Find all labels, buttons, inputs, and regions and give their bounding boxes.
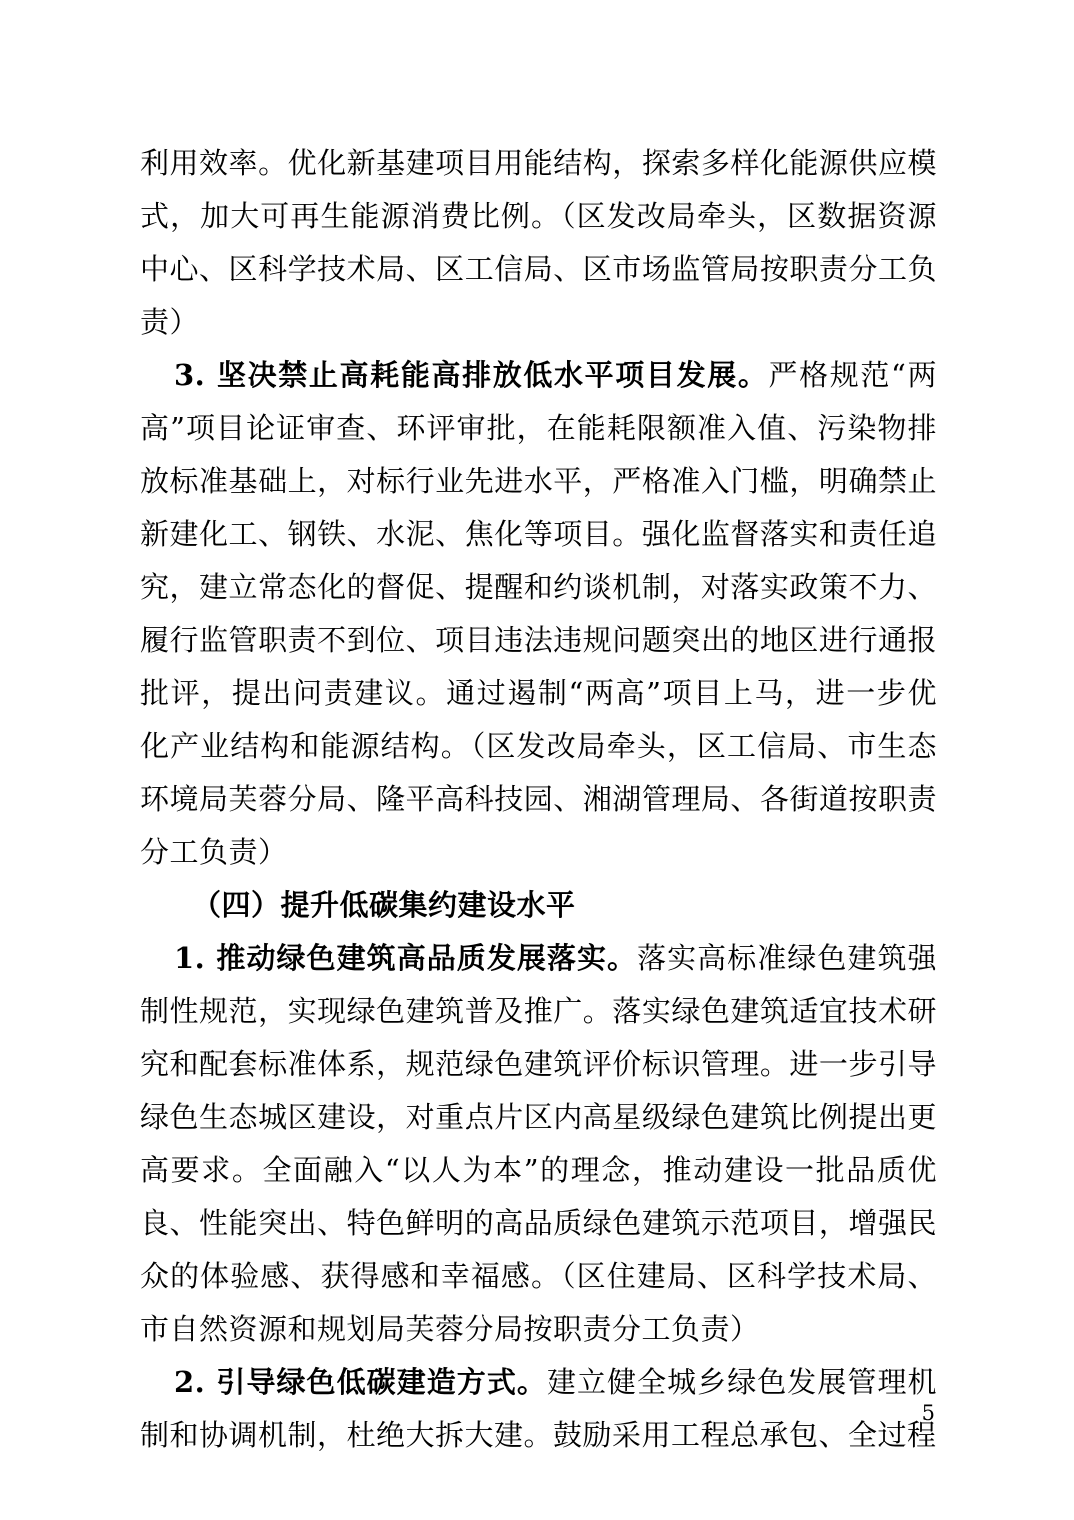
paragraph-text: 落实高标准绿色建筑强制性规范，实现绿色建筑普及推广。落实绿色建筑适宜技术研究和配套标准体系，规范绿色建筑评价标识管理。进一步引导绿色生态城区建设，对重点片区内高星级绿色建筑比例提出更高要求。全面融入“以人为本”的理念，推动建设一批品质优良、性能突出、特色鲜明的高品质绿色建筑示范项目，增强民众的体验感、获得感和幸福感。（区住建局、区科学技术局、市自然资源和规划局芙蓉分局按职责分工负责） xyxy=(140,941,937,1346)
paragraph-text: 严格规范“两高”项目论证审查、环评审批，在能耗限额准入值、污染物排放标准基础上，对标行业先进水平，严格准入门槛，明确禁止新建化工、钢铁、水泥、焦化等项目。强化监督落实和责任追究，建立常态化的督促、提醒和约谈机制，对落实政策不力、履行监管职责不到位、项目违法违规问题突出的地区进行通报批评，提出问责建议。通过遏制“两高”项目上马，进一步优化产业结构和能源结构。（区发改局牵头，区工信局、市生态环境局芙蓉分局、隆平高科技园、湘湖管理局、各街道按职责分工负责） xyxy=(140,358,937,869)
section-heading-text: （四）提升低碳集约建设水平 xyxy=(192,888,576,922)
paragraph-lead: 1. 推动绿色建筑高品质发展落实。 xyxy=(174,941,638,975)
paragraph-text: 建立健全城乡绿色发展管理机制和协调机制，杜绝大拆大建。鼓励采用工程总承包、全过程 xyxy=(140,1365,937,1452)
paragraph-continuation xyxy=(140,137,937,349)
document-body xyxy=(140,137,937,1462)
paragraph-item-1 xyxy=(140,932,937,1356)
paragraph-item-2 xyxy=(140,1356,937,1462)
section-heading-4 xyxy=(140,879,937,932)
page-number: 5 xyxy=(921,1401,935,1425)
paragraph-lead: 3. 坚决禁止高耗能高排放低水平项目发展。 xyxy=(174,358,769,392)
paragraph-text: 利用效率。优化新基建项目用能结构，探索多样化能源供应模式，加大可再生能源消费比例。（区发改局牵头，区数据资源中心、区科学技术局、区工信局、区市场监管局按职责分工负责） xyxy=(140,146,937,339)
paragraph-item-3 xyxy=(140,349,937,879)
paragraph-lead: 2. 引导绿色低碳建造方式。 xyxy=(174,1365,547,1399)
